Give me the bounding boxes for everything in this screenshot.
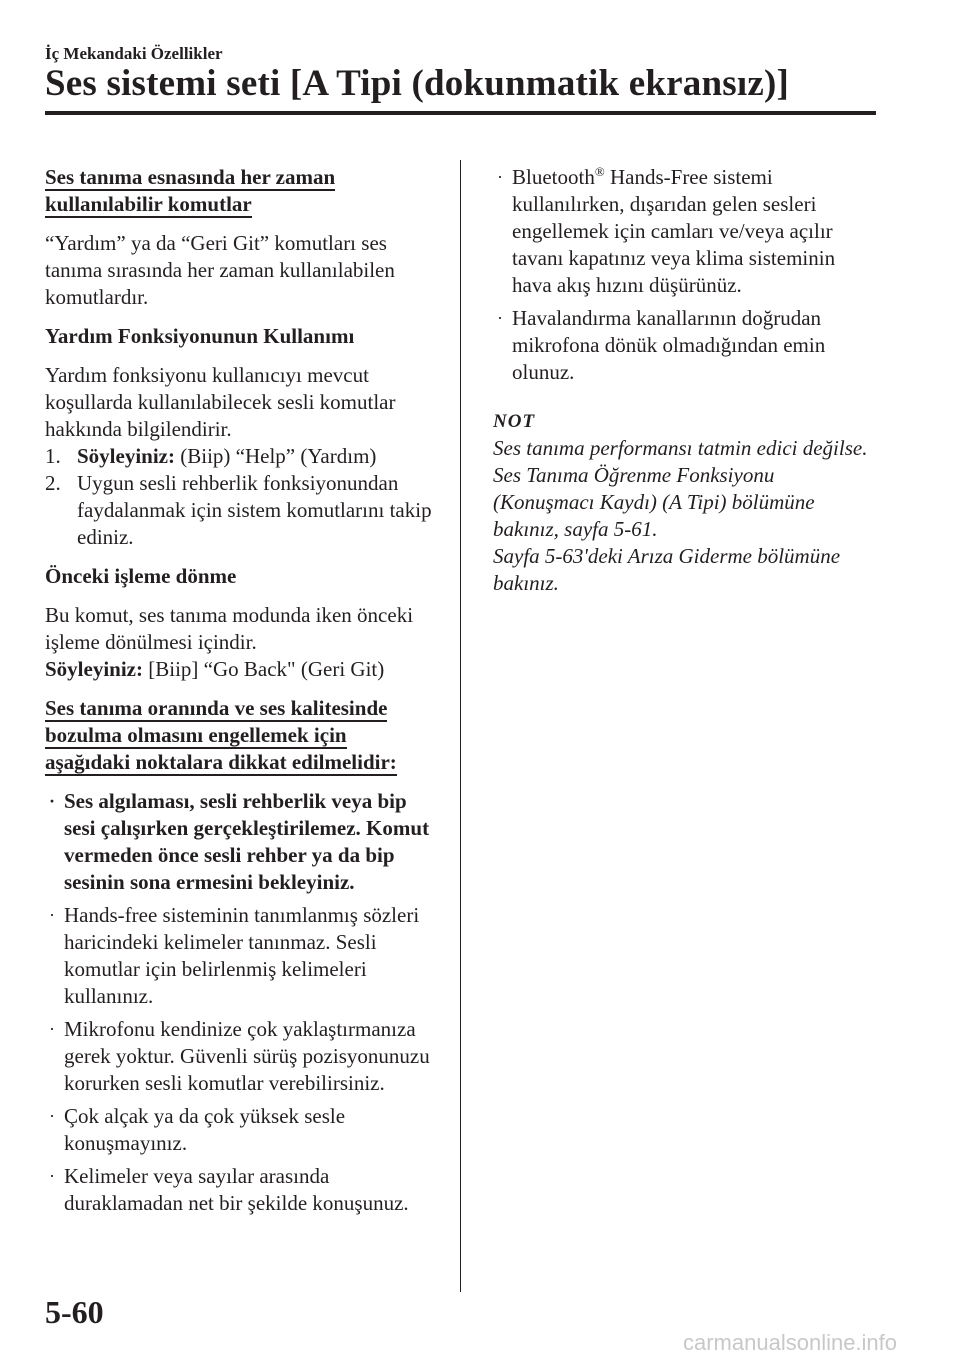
paragraph-go-back: Bu komut, ses tanıma modunda iken önceki işleme dönülmesi içindir. (45, 603, 414, 654)
bullet-item: · Havalandırma kanallarının doğrudan mikrofona dönük olmadığından emin olunuz. (497, 306, 826, 384)
left-column (45, 164, 440, 1217)
note-line: Sayfa 5-63'deki Arıza Giderme bölümüne bakınız. (493, 544, 841, 595)
column-divider (460, 160, 461, 1292)
page-title: Ses sistemi seti [A Tipi (dokunmatik ekransız)] (45, 63, 789, 104)
bullet-item: · Mikrofonu kendinize çok yaklaştırmanıza gerek yoktur. Güvenli sürüş pozisyonunuzu korurken sesli komutlar verebilirsiniz. (49, 1017, 430, 1095)
bullet-item: · Hands-free sisteminin tanımlanmış sözleri haricindeki kelimeler tanınmaz. Sesli komutlar için belirlenmiş kelimeleri kullanınız. (49, 903, 420, 1008)
heading-help-function: Yardım Fonksiyonunun Kullanımı (45, 324, 355, 348)
step-2: 2. Uygun sesli rehberlik fonksiyonundan faydalanmak için sistem komutlarını takip ediniz. (45, 471, 432, 549)
bullet-item: · Bluetooth® Hands-Free sistemi kullanılırken, dışarıdan gelen sesleri engellemek için camları ve/veya açılır tavanı kapatınız veya klima sisteminin hava akış hızını düşürünüz. (497, 164, 836, 297)
heading-go-back: Önceki işleme dönme (45, 564, 237, 588)
watermark: carmanualsonline.info (683, 1330, 898, 1355)
paragraph-help-function: Yardım fonksiyonu kullanıcıyı mevcut koşullarda kullanılabilecek sesli komutlar hakkında bilgilendirir. (45, 363, 396, 441)
heading-always-available-commands: Ses tanıma esnasında her zaman kullanılabilir komutlar (45, 165, 336, 216)
note-line: Ses Tanıma Öğrenme Fonksiyonu (Konuşmacı Kaydı) (A Tipi) bölümüne bakınız, sayfa 5-61. (493, 463, 815, 541)
bullet-item: · Kelimeler veya sayılar arasında duraklamadan net bir şekilde konuşunuz. (49, 1164, 409, 1215)
section-label: İç Mekandaki Özellikler (45, 44, 223, 63)
say-go-back: Söyleyiniz: [Biip] “Go Back" (Geri Git) (45, 657, 385, 681)
note-title: NOT (493, 411, 536, 432)
heading-recognition-quality: Ses tanıma oranında ve ses kalitesinde bozulma olmasını engellemek için aşağıdaki noktalara dikkat edilmelidir: (45, 696, 397, 774)
bullet-item: · Ses algılaması, sesli rehberlik veya bip sesi çalışırken gerçekleştirilemez. Komut vermeden önce sesli rehber ya da bip sesinin sona ermesini bekleyiniz. (49, 789, 430, 894)
title-rule (45, 111, 876, 115)
note-line: Ses tanıma performansı tatmin edici değilse. (493, 436, 868, 460)
page-number: 5-60 (45, 1294, 104, 1330)
paragraph-always-available: “Yardım” ya da “Geri Git” komutları ses tanıma sırasında her zaman kullanılabilen komutlardır. (45, 231, 395, 309)
bullet-item: · Çok alçak ya da çok yüksek sesle konuşmayınız. (49, 1104, 346, 1155)
right-column (493, 164, 873, 597)
step-1: 1. Söyleyiniz: (Biip) “Help” (Yardım) (45, 444, 377, 468)
